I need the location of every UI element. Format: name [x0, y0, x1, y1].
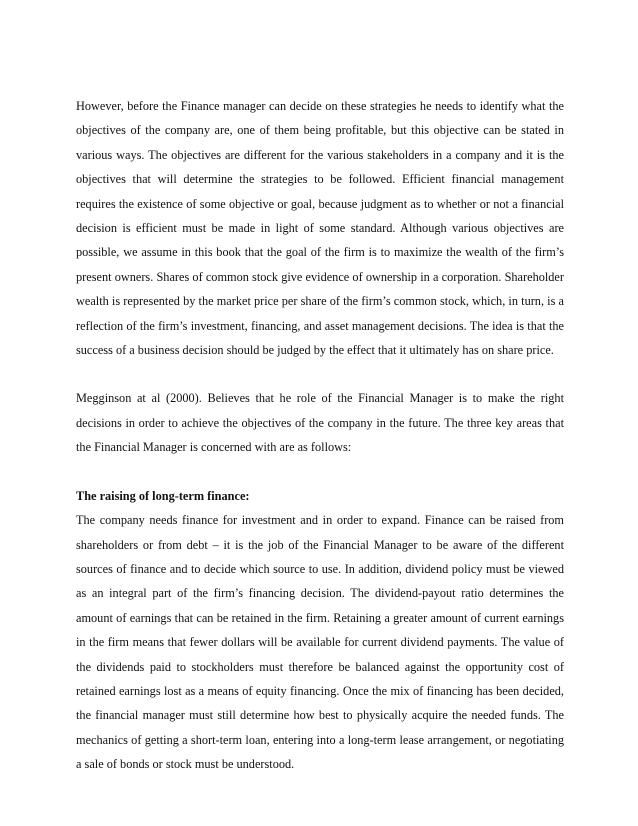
paragraph-spacer	[76, 362, 564, 386]
paragraph-long-term-finance: The company needs finance for investment and in order to expand. Finance can be raised from shareholders or from debt – it is the job of the Financial Manager to be aware of the different sources of finance and to decide which source to use. In addition, dividend policy must be viewed as an integral part of the firm’s financing decision. The dividend-payout ratio determines the amount of earnings that can be retained in the firm. Retaining a greater amount of current earnings in the firm means that fewer dollars will be available for current dividend payments. The value of the dividends paid to stockholders must therefore be balanced against the opportunity cost of retained earnings lost as a means of equity financing. Once the mix of financing has been decided, the financial manager must still determine how best to physically acquire the needed funds. The mechanics of getting a short-term loan, entering into a long-term lease arrangement, or negotiating a sale of bonds or stock must be understood.	[76, 513, 564, 772]
paragraph-objectives: However, before the Finance manager can decide on these strategies he needs to identify what the objectives of the company are, one of them being profitable, but this objective can be stated in various ways. The objectives are different for the various stakeholders in a company and it is the objectives that will determine the strategies to be followed. Efficient financial management requires the existence of some objective or goal, because judgment as to whether or not a financial decision is efficient must be made in light of some standard. Although various objectives are possible, we assume in this book that the goal of the firm is to maximize the wealth of the firm’s present owners. Shares of common stock give evidence of ownership in a corporation. Shareholder wealth is represented by the market price per share of the firm’s common stock, which, in turn, is a reflection of the firm’s investment, financing, and asset management decisions. The idea is that the success of a business decision should be judged by the effect that it ultimately has on share price.	[76, 99, 564, 358]
paragraph-spacer	[76, 460, 564, 484]
paragraph-megginson: Megginson at al (2000). Believes that he role of the Financial Manager is to make the right decisions in order to achieve the objectives of the company in the future. The three key areas that the Financial Manager is concerned with are as follows:	[76, 391, 564, 455]
section-heading-long-term-finance: The raising of long-term finance:	[76, 488, 250, 503]
document-body	[76, 94, 564, 777]
